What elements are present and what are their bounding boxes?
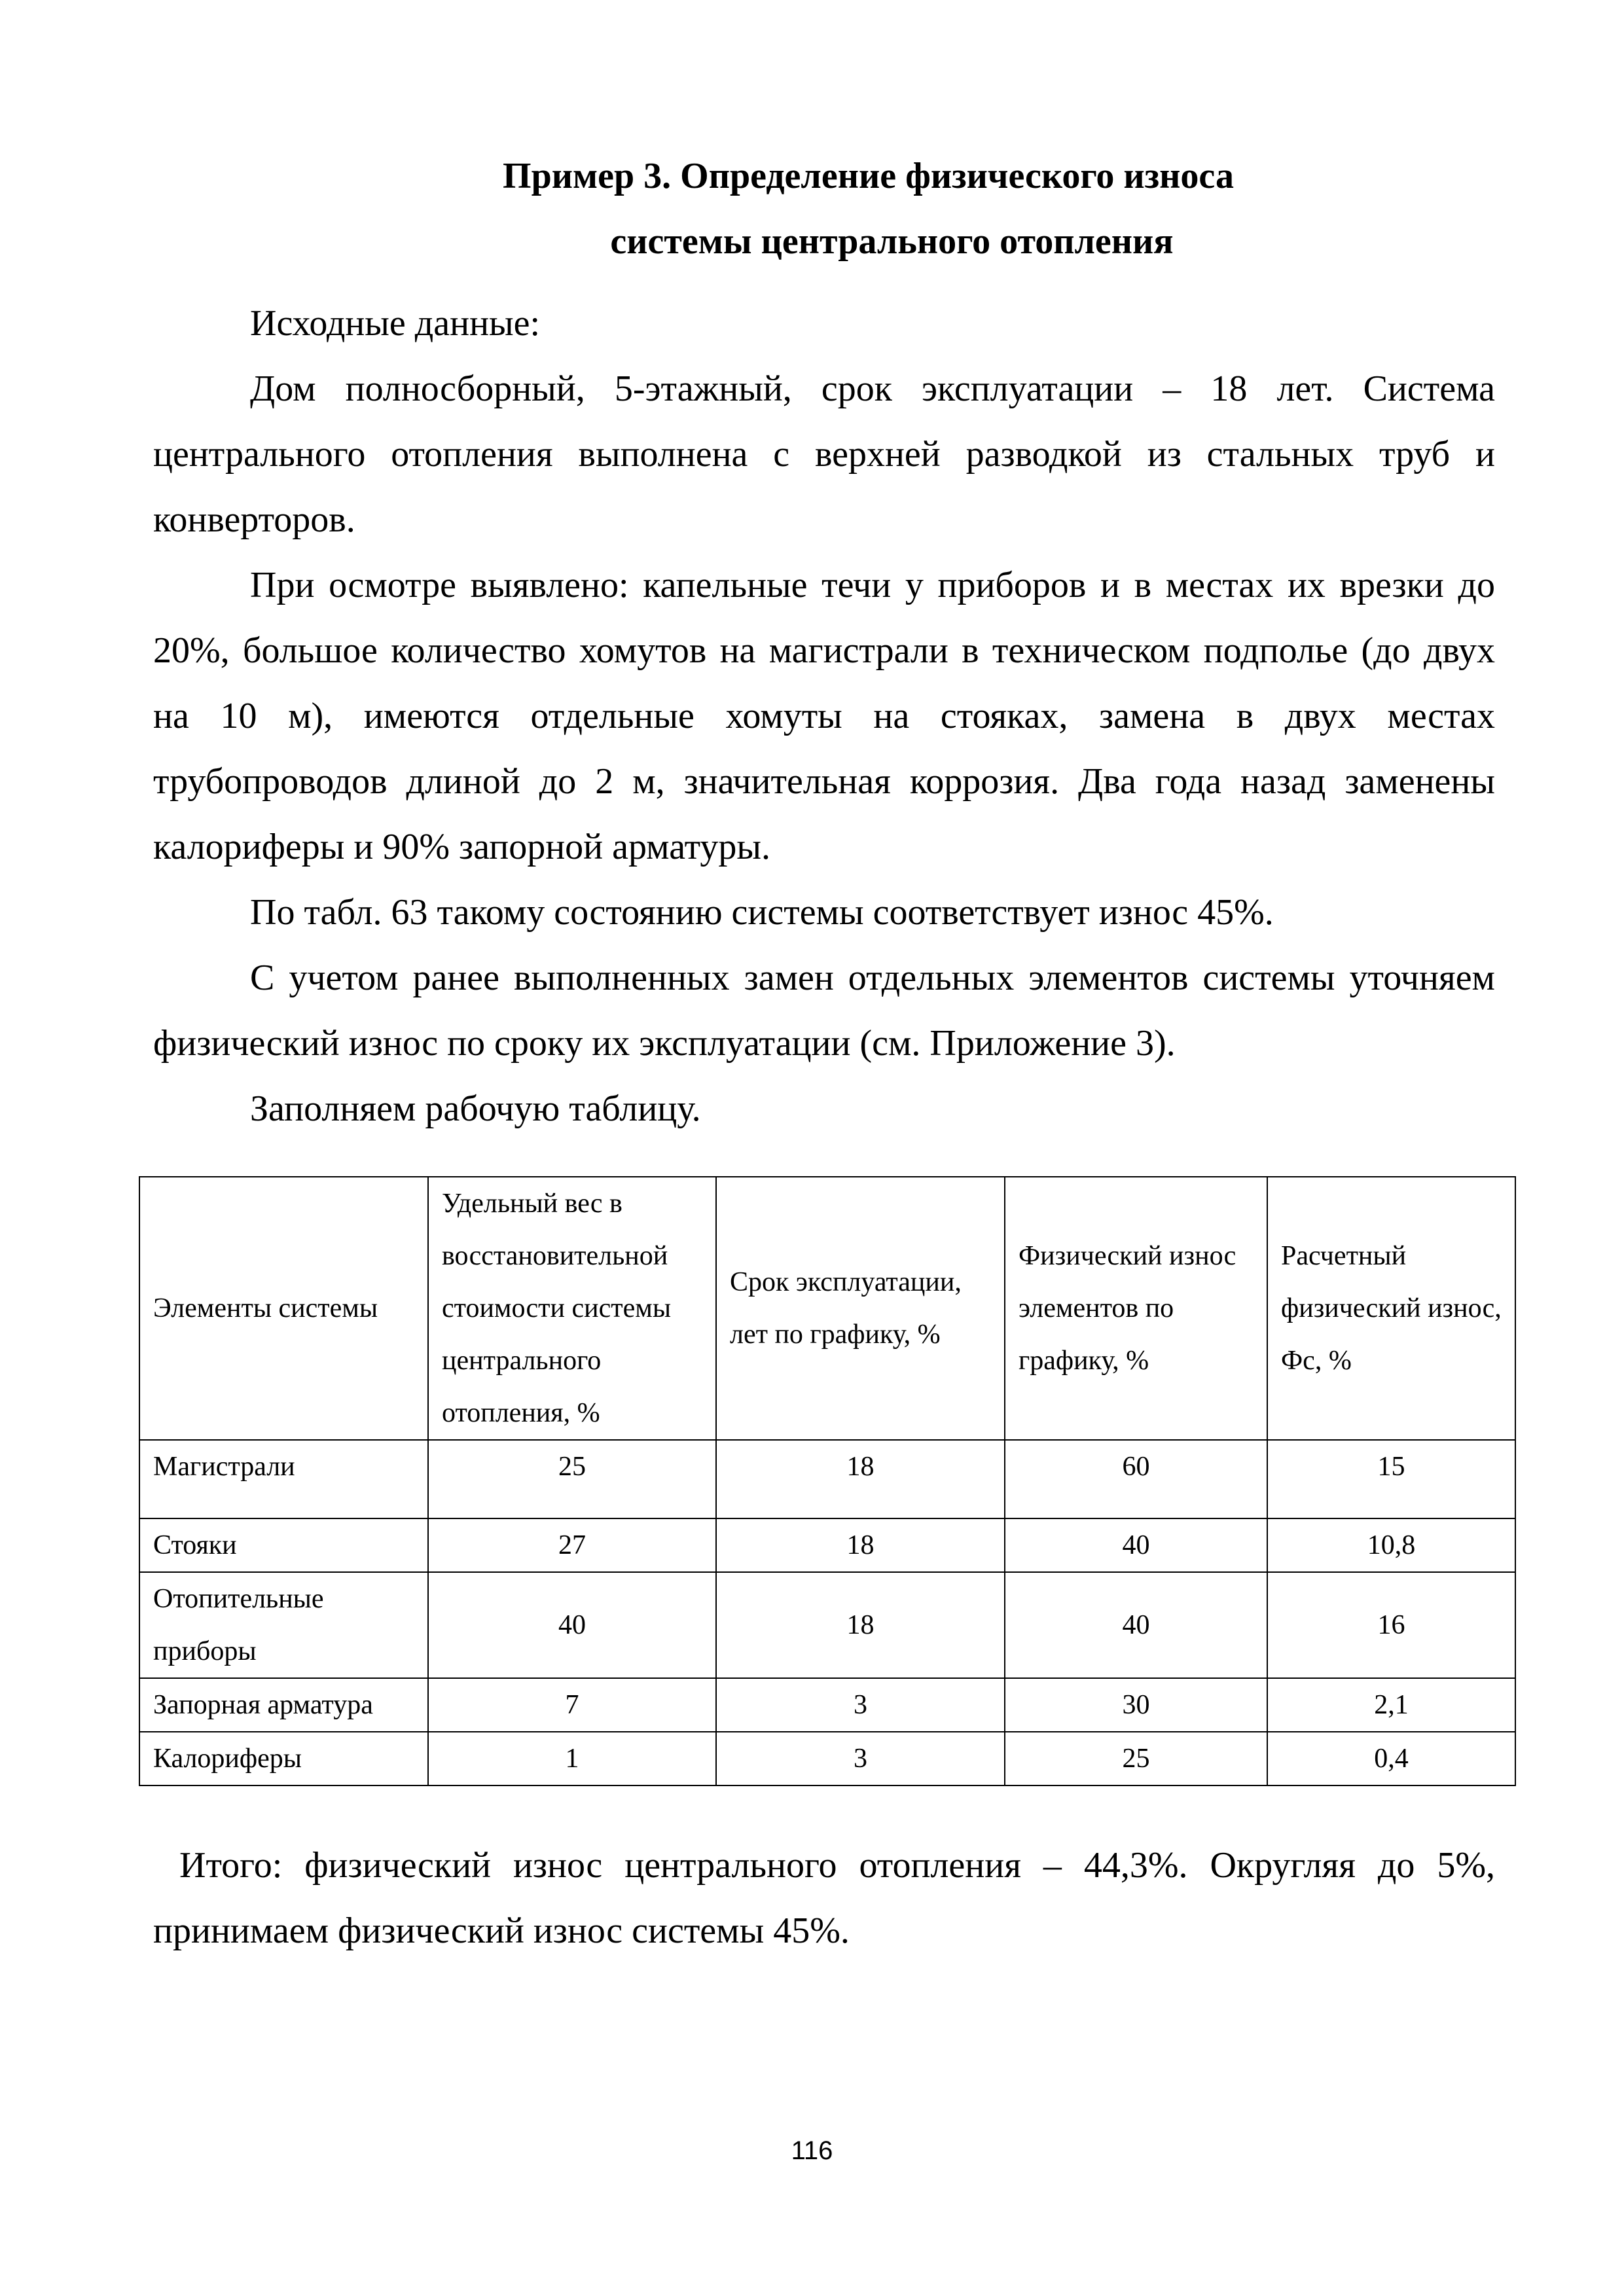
cell-wear: 40 xyxy=(1005,1518,1267,1572)
cell-life: 18 xyxy=(716,1572,1005,1678)
cell-weight: 40 xyxy=(428,1572,716,1678)
paragraph-building-description: Дом полносборный, 5-этажный, срок эксплуатации – 18 лет. Система центрального отопления выполнена с верхней разводкой из стальных труб и конверторов. xyxy=(153,368,1495,540)
cell-calc-wear: 10,8 xyxy=(1267,1518,1515,1572)
paragraph-refinement: С учетом ранее выполненных замен отдельных элементов системы уточняем физический износ по сроку их эксплуатации (см. Приложение 3). xyxy=(153,958,1495,1064)
paragraph-initial-data: Исходные данные: xyxy=(250,303,541,344)
header-specific-weight: Удельный вес в восстановительной стоимости системы центрального отопления, % xyxy=(428,1177,716,1440)
table-row xyxy=(139,1678,1515,1732)
intro-text xyxy=(153,291,1495,1141)
page-number: 116 xyxy=(791,2136,833,2165)
cell-element: Калориферы xyxy=(139,1732,428,1785)
cell-wear: 30 xyxy=(1005,1678,1267,1732)
cell-life: 3 xyxy=(716,1732,1005,1785)
paragraph-table-reference: По табл. 63 такому состоянию системы соответствует износ 45%. xyxy=(250,892,1274,933)
cell-calc-wear: 0,4 xyxy=(1267,1732,1515,1785)
cell-element: Отопительные приборы xyxy=(139,1572,428,1678)
table-row xyxy=(139,1732,1515,1785)
header-physical-wear: Физический износ элементов по графику, % xyxy=(1005,1177,1267,1440)
header-service-life: Срок эксплуатации, лет по графику, % xyxy=(716,1177,1005,1440)
example-title-line-1: Пример 3. Определение физического износа xyxy=(503,156,1234,196)
cell-life: 3 xyxy=(716,1678,1005,1732)
table-header-row xyxy=(139,1177,1515,1440)
table-row xyxy=(139,1440,1515,1518)
table-row xyxy=(139,1518,1515,1572)
cell-calc-wear: 2,1 xyxy=(1267,1678,1515,1732)
cell-weight: 25 xyxy=(428,1440,716,1518)
cell-weight: 1 xyxy=(428,1732,716,1785)
paragraph-inspection-findings: При осмотре выявлено: капельные течи у приборов и в местах их врезки до 20%, большое количество хомутов на магистрали в техническом подполье (до двух на 10 м), имеются отдельные хомуты на стояках, замена в двух местах трубопроводов длиной до 2 м, значительная коррозия. Два года назад заменены калориферы и 90% запорной арматуры. xyxy=(153,565,1495,867)
cell-wear: 25 xyxy=(1005,1732,1267,1785)
header-elements: Элементы системы xyxy=(139,1177,428,1440)
cell-element: Стояки xyxy=(139,1518,428,1572)
cell-element: Магистрали xyxy=(139,1440,428,1518)
cell-wear: 40 xyxy=(1005,1572,1267,1678)
summary-text xyxy=(153,1833,1495,1964)
cell-element: Запорная арматура xyxy=(139,1678,428,1732)
example-title-line-2: системы центрального отопления xyxy=(610,221,1174,262)
table-row xyxy=(139,1572,1515,1678)
work-table xyxy=(139,1176,1516,1786)
cell-weight: 7 xyxy=(428,1678,716,1732)
paragraph-fill-table: Заполняем рабочую таблицу. xyxy=(250,1088,701,1129)
header-calculated-wear: Расчетный физический износ, Фс, % xyxy=(1267,1177,1515,1440)
paragraph-summary: Итого: физический износ центрального отопления – 44,3%. Округляя до 5%, принимаем физический износ системы 45%. xyxy=(153,1845,1495,1951)
cell-calc-wear: 16 xyxy=(1267,1572,1515,1678)
cell-wear: 60 xyxy=(1005,1440,1267,1518)
cell-life: 18 xyxy=(716,1440,1005,1518)
cell-weight: 27 xyxy=(428,1518,716,1572)
cell-calc-wear: 15 xyxy=(1267,1440,1515,1518)
cell-life: 18 xyxy=(716,1518,1005,1572)
